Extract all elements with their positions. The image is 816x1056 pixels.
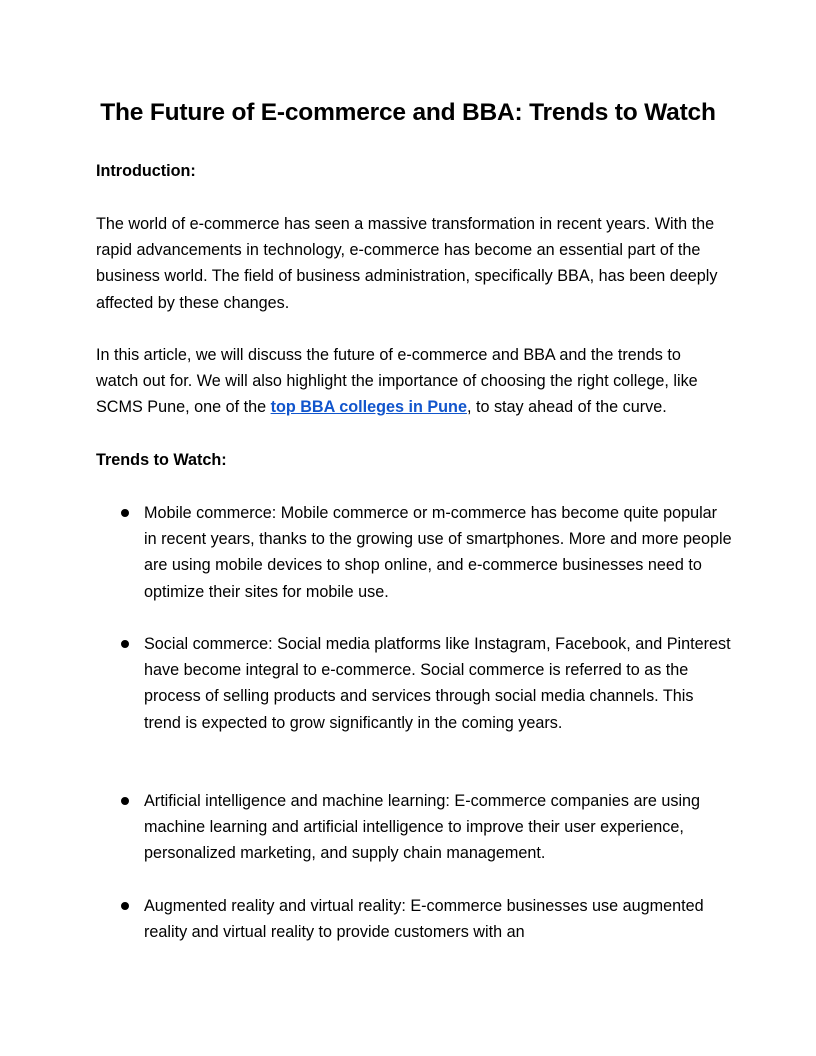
article-paragraph-text-before-link: In this article, we will discuss the future of e-commerce and BBA and the trends to watch out for. We will also highlight the importance of choosing the right college, like SCMS Pune, one of the: [96, 346, 698, 417]
bullet-icon: [121, 509, 129, 517]
bullet-icon: [121, 797, 129, 805]
trend-text: Artificial intelligence and machine learning: E-commerce companies are using machine learning and artificial intelligence to improve their user experience, personalized marketing, and supply chain management.: [144, 792, 701, 863]
top-bba-colleges-link[interactable]: top BBA colleges in Pune: [270, 398, 467, 417]
list-item: [144, 500, 734, 605]
trend-text: Augmented reality and virtual reality: E-commerce businesses use augmented reality and virtual reality to provide customers with an: [144, 897, 704, 942]
trend-text: Mobile commerce: Mobile commerce or m-commerce has become quite popular in recent years, thanks to the growing use of smartphones. More and more people are using mobile devices to shop online, and e-commerce businesses need to optimize their sites for mobile use.: [144, 504, 732, 601]
list-item: [144, 893, 734, 945]
document-title: The Future of E-commerce and BBA: Trends to Watch: [100, 99, 716, 126]
trends-heading: Trends to Watch:: [96, 451, 227, 469]
trend-text: Social commerce: Social media platforms like Instagram, Facebook, and Pinterest have become integral to e-commerce. Social commerce is referred to as the process of selling products and services through social media channels. This trend is expected to grow significantly in the coming years.: [144, 635, 731, 732]
bullet-icon: [121, 640, 129, 648]
bullet-icon: [121, 902, 129, 910]
intro-heading: Introduction:: [96, 162, 196, 180]
article-paragraph: [96, 342, 726, 421]
intro-paragraph: The world of e-commerce has seen a massive transformation in recent years. With the rapid advancements in technology, e-commerce has become an essential part of the business world. The field of business administration, specifically BBA, has been deeply affected by these changes.: [96, 215, 718, 312]
list-item: [144, 788, 734, 867]
list-item: [144, 631, 734, 736]
article-paragraph-text-after-link: , to stay ahead of the curve.: [466, 398, 667, 417]
